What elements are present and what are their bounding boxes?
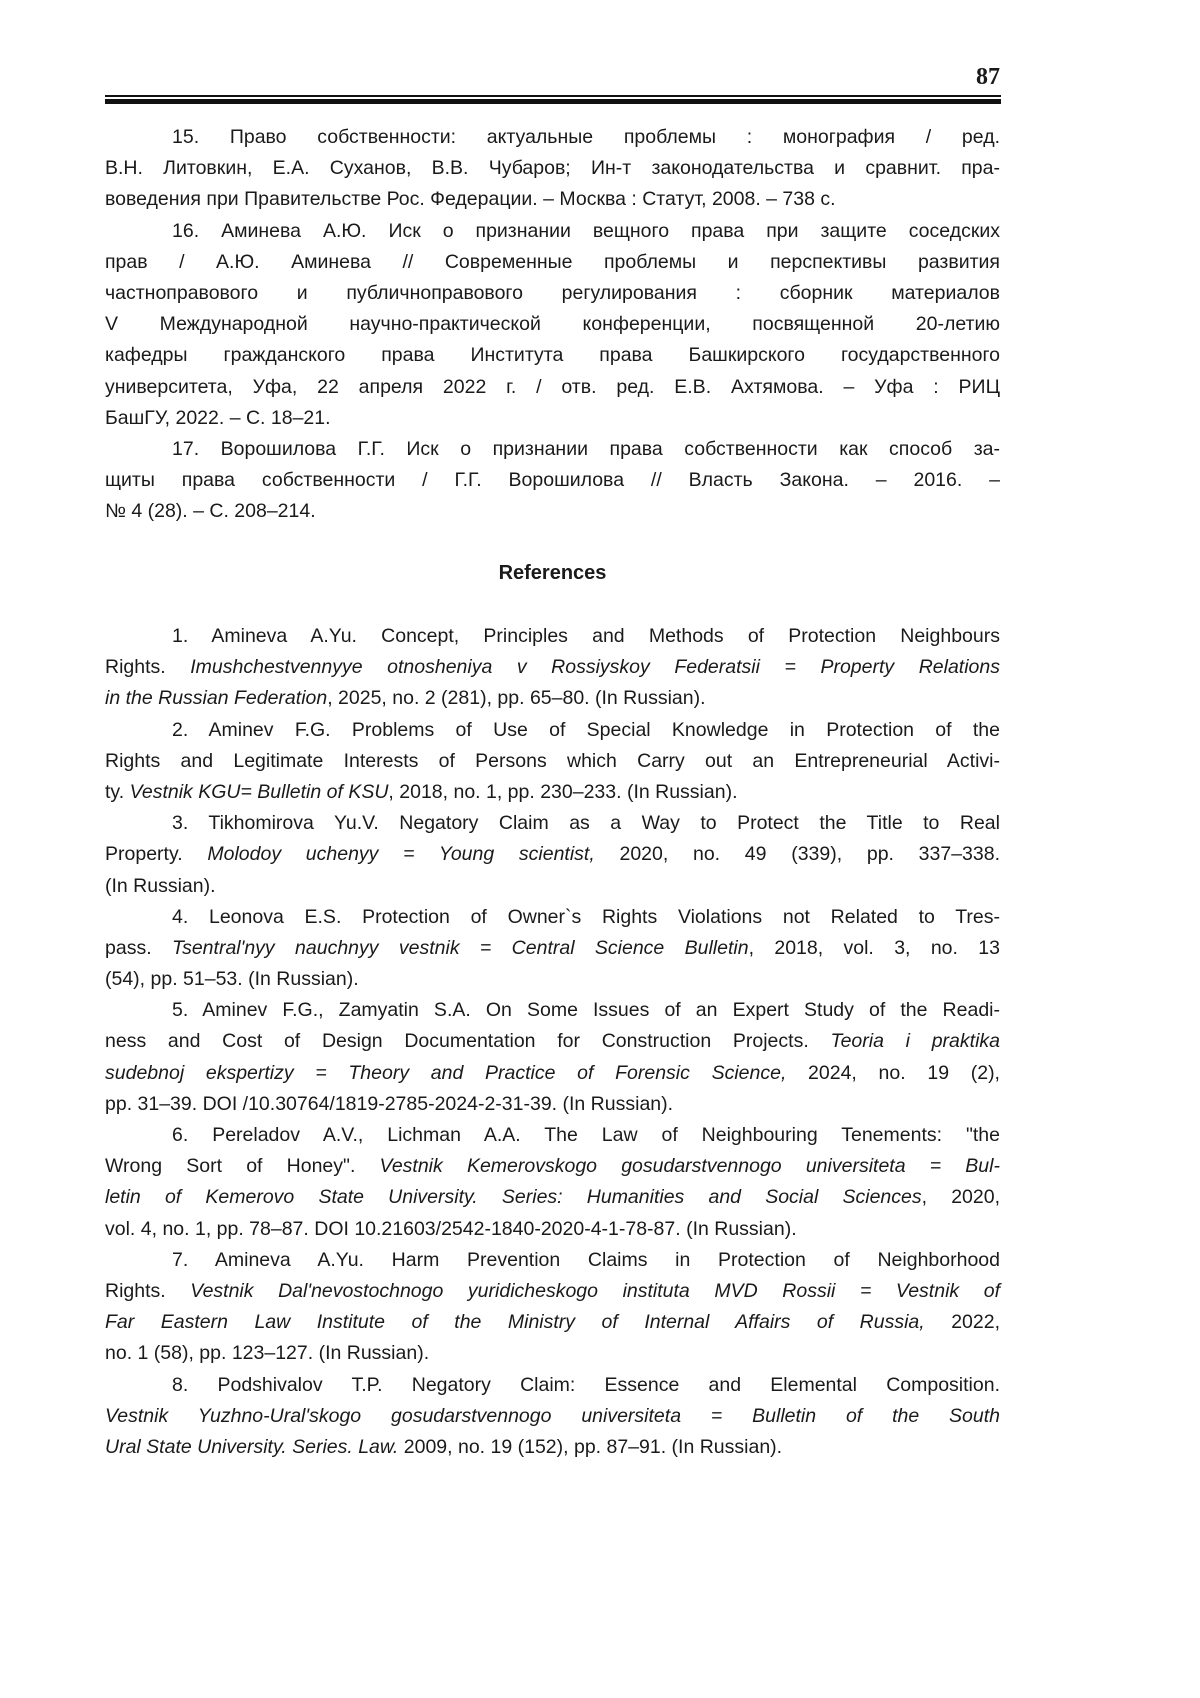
- reference-line: [105, 278, 1000, 309]
- reference-text: 8. Podshivalov T.P. Negatory Claim: Essence and Elemental Composition.: [172, 1373, 1000, 1396]
- reference-line: [105, 746, 1000, 777]
- reference-text: № 4 (28). – С. 208–214.: [105, 500, 316, 523]
- journal-title-italic: Ural State University. Series. Law.: [105, 1435, 399, 1458]
- reference-line: [105, 777, 1000, 808]
- reference-entry: [105, 216, 1000, 434]
- journal-title-italic: Vestnik KGU= Bulletin of KSU: [129, 780, 389, 803]
- reference-line: [105, 184, 1000, 215]
- reference-text: 15. Право собственности: актуальные проблемы : монография / ред.: [172, 126, 1000, 148]
- reference-text: 16. Аминева А.Ю. Иск о признании вещного права при защите соседских: [172, 219, 1000, 242]
- reference-text: Rights and Legitimate Interests of Persons which Carry out an Entrepreneurial Activi-: [105, 749, 1000, 772]
- reference-text: Wrong Sort of Honey".: [105, 1155, 380, 1178]
- reference-text: частноправового и публичноправового регулирования : сборник материалов: [105, 281, 1000, 304]
- reference-entry: [105, 1245, 1000, 1370]
- reference-line: [105, 216, 1000, 247]
- reference-text: Property.: [105, 843, 208, 866]
- reference-text: БашГУ, 2022. – С. 18–21.: [105, 406, 331, 429]
- reference-entry: [105, 902, 1000, 996]
- reference-text: В.Н. Литовкин, Е.А. Суханов, В.В. Чубаров; Ин-т законодательства и сравнит. пра-: [105, 157, 1000, 180]
- reference-entry: [105, 434, 1000, 528]
- reference-line: [105, 1401, 1000, 1432]
- reference-text: 2009, no. 19 (152), pp. 87–91. (In Russian).: [398, 1435, 783, 1458]
- reference-text: Rights.: [105, 656, 191, 679]
- journal-title-italic: Vestnik Yuzhno-Ural'skogo gosudarstvennogo universiteta = Bulletin of the South: [105, 1404, 1000, 1427]
- reference-line: [105, 1151, 1000, 1182]
- reference-line: [105, 1089, 1000, 1120]
- russian-reference-list: [105, 122, 1000, 527]
- reference-line: [105, 652, 1000, 683]
- reference-line: [105, 871, 1000, 902]
- reference-line: [105, 683, 1000, 714]
- reference-line: [105, 839, 1000, 870]
- reference-line: [105, 1214, 1000, 1245]
- journal-title-italic: Vestnik Dal'nevostochnogo yuridicheskogo instituta MVD Rossii = Vestnik of: [190, 1279, 1000, 1302]
- reference-entry: [105, 621, 1000, 715]
- journal-title-italic: Imushchestvennyye otnosheniya v Rossiyskoy Federatsii = Property Relations: [190, 656, 1000, 679]
- journal-title-italic: Far Eastern Law Institute of the Ministry of Internal Affairs of Russia,: [105, 1311, 925, 1334]
- reference-entry: [105, 122, 1000, 216]
- reference-line: [105, 1370, 1000, 1401]
- reference-text: no. 1 (58), pp. 123–127. (In Russian).: [105, 1342, 430, 1365]
- reference-text: 7. Amineva A.Yu. Harm Prevention Claims in Protection of Neighborhood: [172, 1248, 1000, 1271]
- reference-text: ness and Cost of Design Documentation for Construction Projects.: [105, 1030, 831, 1053]
- journal-title-italic: Teoria i praktika: [830, 1030, 1000, 1053]
- english-reference-list: [105, 621, 1000, 1463]
- reference-line: [105, 621, 1000, 652]
- reference-line: [105, 372, 1000, 403]
- reference-text: vol. 4, no. 1, pp. 78–87. DOI 10.21603/2542-1840-2020-4-1-78-87. (In Russian).: [105, 1217, 797, 1240]
- reference-text: 6. Pereladov A.V., Lichman A.A. The Law of Neighbouring Tenements: "the: [172, 1124, 1000, 1146]
- reference-line: [105, 964, 1000, 995]
- header-rule-thin: [105, 95, 1001, 97]
- reference-text: 2. Aminev F.G. Problems of Use of Special Knowledge in Protection of the: [172, 718, 1000, 741]
- reference-line: [105, 995, 1000, 1026]
- reference-text: 1. Amineva A.Yu. Concept, Principles and Methods of Protection Neighbours: [172, 625, 1000, 647]
- reference-text: 17. Ворошилова Г.Г. Иск о признании права собственности как способ за-: [172, 437, 1000, 460]
- reference-text: 4. Leonova E.S. Protection of Owner`s Rights Violations not Related to Tres-: [172, 905, 1000, 928]
- reference-line: [105, 340, 1000, 371]
- journal-title-italic: sudebnoj ekspertizy = Theory and Practice of Forensic Science,: [105, 1061, 787, 1084]
- reference-line: [105, 434, 1000, 465]
- reference-line: [105, 1026, 1000, 1057]
- reference-text: , 2020,: [921, 1186, 1001, 1209]
- reference-entry: [105, 808, 1000, 902]
- reference-entry: [105, 995, 1000, 1120]
- journal-title-italic: in the Russian Federation: [105, 687, 328, 710]
- reference-line: [105, 1245, 1000, 1276]
- reference-line: [105, 122, 1000, 153]
- reference-line: [105, 496, 1000, 527]
- reference-text: кафедры гражданского права Института права Башкирского государственного: [105, 344, 1000, 367]
- reference-text: воведения при Правительстве Рос. Федерации. – Москва : Статут, 2008. – 738 с.: [105, 188, 836, 211]
- reference-text: ty.: [105, 780, 130, 803]
- journal-title-italic: Molodoy uchenyy = Young scientist,: [207, 843, 595, 866]
- reference-line: [105, 153, 1000, 184]
- reference-text: (In Russian).: [105, 874, 216, 897]
- reference-line: [105, 1058, 1000, 1089]
- reference-line: [105, 1338, 1000, 1369]
- journal-title-italic: Tsentral'nyy nauchnyy vestnik = Central Science Bulletin: [171, 936, 749, 959]
- page-number: 87: [976, 64, 1000, 90]
- reference-text: , 2018, no. 1, pp. 230–233. (In Russian).: [388, 780, 738, 803]
- reference-text: 2020, no. 49 (339), pp. 337–338.: [594, 843, 1000, 866]
- reference-line: [105, 1307, 1000, 1338]
- reference-text: 2024, no. 19 (2),: [786, 1061, 1000, 1084]
- reference-line: [105, 808, 1000, 839]
- reference-text: щиты права собственности / Г.Г. Ворошилова // Власть Закона. – 2016. –: [105, 469, 1000, 492]
- reference-line: [105, 1432, 1000, 1463]
- reference-text: прав / А.Ю. Аминева // Современные проблемы и перспективы развития: [105, 250, 1000, 273]
- reference-entry: [105, 715, 1000, 809]
- reference-text: (54), pp. 51–53. (In Russian).: [105, 968, 359, 991]
- journal-title-italic: letin of Kemerovo State University. Series: Humanities and Social Sciences: [105, 1186, 922, 1209]
- reference-line: [105, 465, 1000, 496]
- reference-line: [105, 1276, 1000, 1307]
- journal-title-italic: Vestnik Kemerovskogo gosudarstvennogo universiteta = Bul-: [379, 1155, 1000, 1178]
- header-rule-thick: [105, 99, 1001, 104]
- reference-line: [105, 403, 1000, 434]
- reference-line: [105, 309, 1000, 340]
- reference-text: 2022,: [924, 1311, 1000, 1334]
- reference-line: [105, 902, 1000, 933]
- reference-text: , 2018, vol. 3, no. 13: [748, 936, 1000, 959]
- reference-text: pp. 31–39. DOI /10.30764/1819-2785-2024-2-31-39. (In Russian).: [105, 1092, 674, 1115]
- reference-text: V Международной научно-практической конференции, посвященной 20-летию: [105, 313, 1000, 336]
- reference-text: pass.: [105, 936, 172, 959]
- reference-line: [105, 247, 1000, 278]
- reference-line: [105, 1120, 1000, 1151]
- reference-text: , 2025, no. 2 (281), pp. 65–80. (In Russian).: [327, 687, 706, 710]
- reference-entry: [105, 1120, 1000, 1245]
- references-heading: References: [498, 562, 607, 584]
- reference-line: [105, 715, 1000, 746]
- reference-line: [105, 1182, 1000, 1213]
- reference-entry: [105, 1370, 1000, 1464]
- reference-text: 3. Tikhomirova Yu.V. Negatory Claim as a Way to Protect the Title to Real: [172, 812, 1000, 835]
- reference-text: Rights.: [105, 1279, 191, 1302]
- reference-line: [105, 933, 1000, 964]
- reference-text: 5. Aminev F.G., Zamyatin S.A. On Some Issues of an Expert Study of the Readi-: [172, 999, 1000, 1022]
- reference-text: университета, Уфа, 22 апреля 2022 г. / отв. ред. Е.В. Ахтямова. – Уфа : РИЦ: [105, 375, 1000, 398]
